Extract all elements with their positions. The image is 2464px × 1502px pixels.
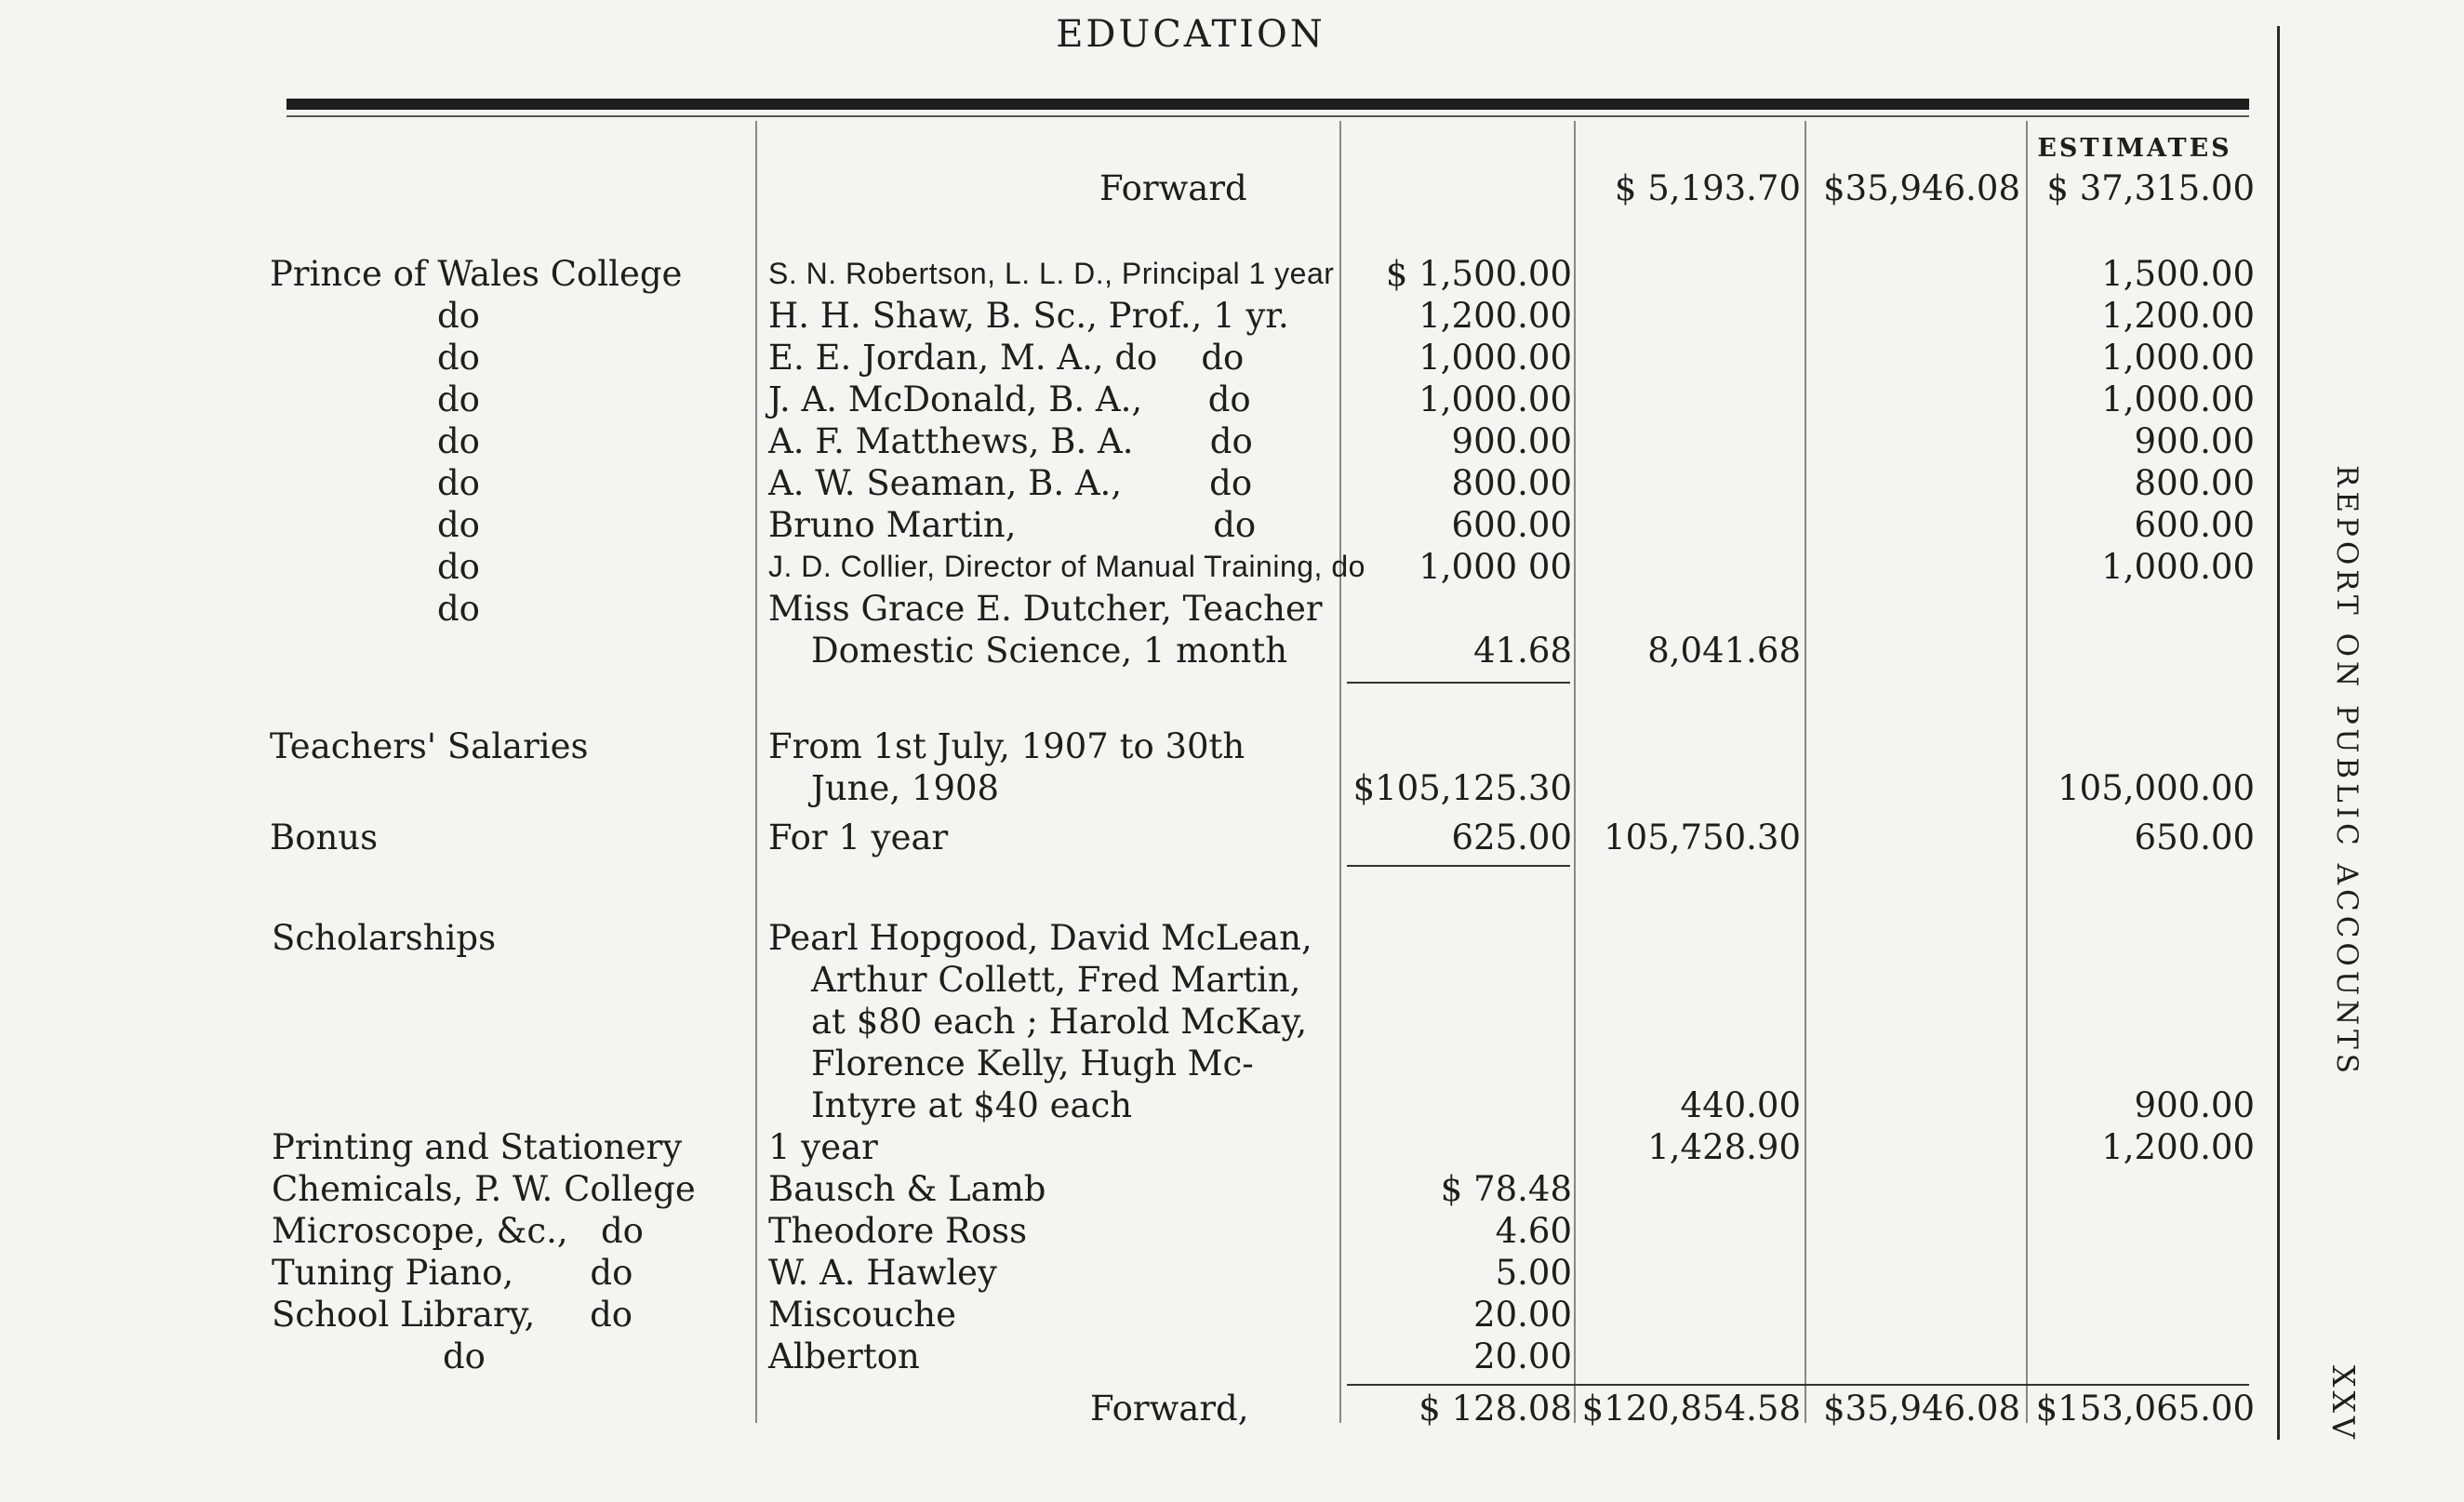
forward-total: $153,065.00 <box>2035 1389 2255 1429</box>
amount: 20.00 <box>1473 1336 1572 1376</box>
header-rule <box>286 99 2249 110</box>
item-description: at $80 each ; Harold McKay, <box>811 1002 1308 1042</box>
forward-total: $120,854.58 <box>1581 1389 1801 1429</box>
estimates-heading: ESTIMATES <box>2037 134 2232 163</box>
item-label: do <box>437 421 480 461</box>
item-label: do <box>437 296 480 336</box>
item-label: Tuning Piano, do <box>272 1253 633 1293</box>
item-description: Bausch & Lamb <box>768 1169 1046 1209</box>
item-description: H. H. Shaw, B. Sc., Prof., 1 yr. <box>768 296 1289 336</box>
item-description: E. E. Jordan, M. A., do do <box>768 338 1245 378</box>
estimate-amount: 650.00 <box>2134 817 2255 857</box>
item-description: A. W. Seaman, B. A., do <box>768 463 1253 503</box>
item-description: Miss Grace E. Dutcher, Teacher <box>768 589 1323 629</box>
item-description: W. A. Hawley <box>768 1253 997 1293</box>
estimate-amount: 1,000.00 <box>2101 379 2255 419</box>
column-divider <box>1805 121 1806 1423</box>
item-description: J. A. McDonald, B. A., do <box>768 379 1251 419</box>
amount: 20.00 <box>1473 1295 1572 1335</box>
amount: 1,200.00 <box>1418 296 1572 336</box>
estimate-amount: 1,000.00 <box>2101 338 2255 378</box>
estimate-amount: 1,500.00 <box>2101 254 2255 294</box>
item-label: do <box>437 547 480 587</box>
estimate-amount: 1,200.00 <box>2101 1127 2255 1167</box>
item-description: Florence Kelly, Hugh Mc- <box>811 1043 1254 1083</box>
item-label: do <box>437 505 480 545</box>
item-label: Scholarships <box>272 918 497 958</box>
amount: 900.00 <box>1451 421 1572 461</box>
item-label: Microscope, &c., do <box>272 1211 644 1251</box>
item-label: do <box>437 379 480 419</box>
item-description: Domestic Science, 1 month <box>811 631 1288 671</box>
item-label: Chemicals, P. W. College <box>272 1169 696 1209</box>
forward-total: $ 5,193.70 <box>1614 168 1801 208</box>
amount: $105,125.30 <box>1352 768 1572 808</box>
estimate-amount: 105,000.00 <box>2058 768 2255 808</box>
item-label: Teachers' Salaries <box>270 726 589 766</box>
item-label: do <box>437 338 480 378</box>
item-description: Theodore Ross <box>768 1211 1028 1251</box>
item-label: do <box>443 1336 486 1376</box>
header-rule-thin <box>286 115 2249 117</box>
item-description: Alberton <box>768 1336 920 1376</box>
amount: 1,000.00 <box>1418 338 1572 378</box>
subtotal: 8,041.68 <box>1647 631 1801 671</box>
amount: $ 1,500.00 <box>1385 254 1572 294</box>
sum-rule <box>1347 865 1570 867</box>
amount: 5.00 <box>1495 1253 1572 1293</box>
item-description: S. N. Robertson, L. L. D., Principal 1 year <box>768 257 1335 290</box>
amount: $ 78.48 <box>1440 1169 1572 1209</box>
estimate-amount: 800.00 <box>2134 463 2255 503</box>
estimate-amount: 900.00 <box>2134 421 2255 461</box>
item-description: Intyre at $40 each <box>811 1085 1133 1125</box>
sum-rule <box>1347 682 1570 684</box>
item-description: Pearl Hopgood, David McLean, <box>768 918 1312 958</box>
subtotal: 105,750.30 <box>1604 817 1801 857</box>
estimate-amount: 1,000.00 <box>2101 547 2255 587</box>
forward-label: Forward <box>1099 168 1247 208</box>
page-number: XXV <box>2325 1365 2362 1442</box>
amount: 800.00 <box>1451 463 1572 503</box>
item-description: Bruno Martin, do <box>768 505 1257 545</box>
estimate-amount: 600.00 <box>2134 505 2255 545</box>
item-description: Miscouche <box>768 1295 956 1335</box>
amount: 1,000 00 <box>1418 547 1572 587</box>
item-label: Prince of Wales College <box>270 254 683 294</box>
subtotal: 440.00 <box>1680 1085 1801 1125</box>
forward-total: $35,946.08 <box>1823 1389 2020 1429</box>
column-divider <box>755 121 757 1423</box>
page-edge-line <box>2277 26 2280 1440</box>
item-description: For 1 year <box>768 817 949 857</box>
item-label: School Library, do <box>272 1295 633 1335</box>
report-running-title: REPORT ON PUBLIC ACCOUNTS <box>2330 465 2364 1078</box>
amount: 4.60 <box>1495 1211 1572 1251</box>
sum-rule <box>1347 1384 2249 1386</box>
item-description: J. D. Collier, Director of Manual Training, do <box>768 550 1365 583</box>
forward-total: $ 128.08 <box>1418 1389 1572 1429</box>
forward-label: Forward, <box>1090 1389 1249 1429</box>
item-description: Arthur Collett, Fred Martin, <box>811 960 1301 1000</box>
item-label: do <box>437 589 480 629</box>
item-description: A. F. Matthews, B. A. do <box>768 421 1253 461</box>
item-description: 1 year <box>768 1127 878 1167</box>
item-description: June, 1908 <box>811 768 1000 808</box>
amount: 1,000.00 <box>1418 379 1572 419</box>
page-title: EDUCATION <box>1056 13 1325 56</box>
amount: 41.68 <box>1473 631 1572 671</box>
item-description: From 1st July, 1907 to 30th <box>768 726 1245 766</box>
estimate-amount: 900.00 <box>2134 1085 2255 1125</box>
item-label: do <box>437 463 480 503</box>
subtotal: 1,428.90 <box>1647 1127 1801 1167</box>
column-divider <box>1574 121 1576 1423</box>
forward-total: $ 37,315.00 <box>2046 168 2255 208</box>
column-divider <box>1339 121 1341 1423</box>
item-label: Bonus <box>270 817 379 857</box>
amount: 625.00 <box>1451 817 1572 857</box>
item-label: Printing and Stationery <box>272 1127 683 1167</box>
amount: 600.00 <box>1451 505 1572 545</box>
estimate-amount: 1,200.00 <box>2101 296 2255 336</box>
forward-total: $35,946.08 <box>1823 168 2020 208</box>
